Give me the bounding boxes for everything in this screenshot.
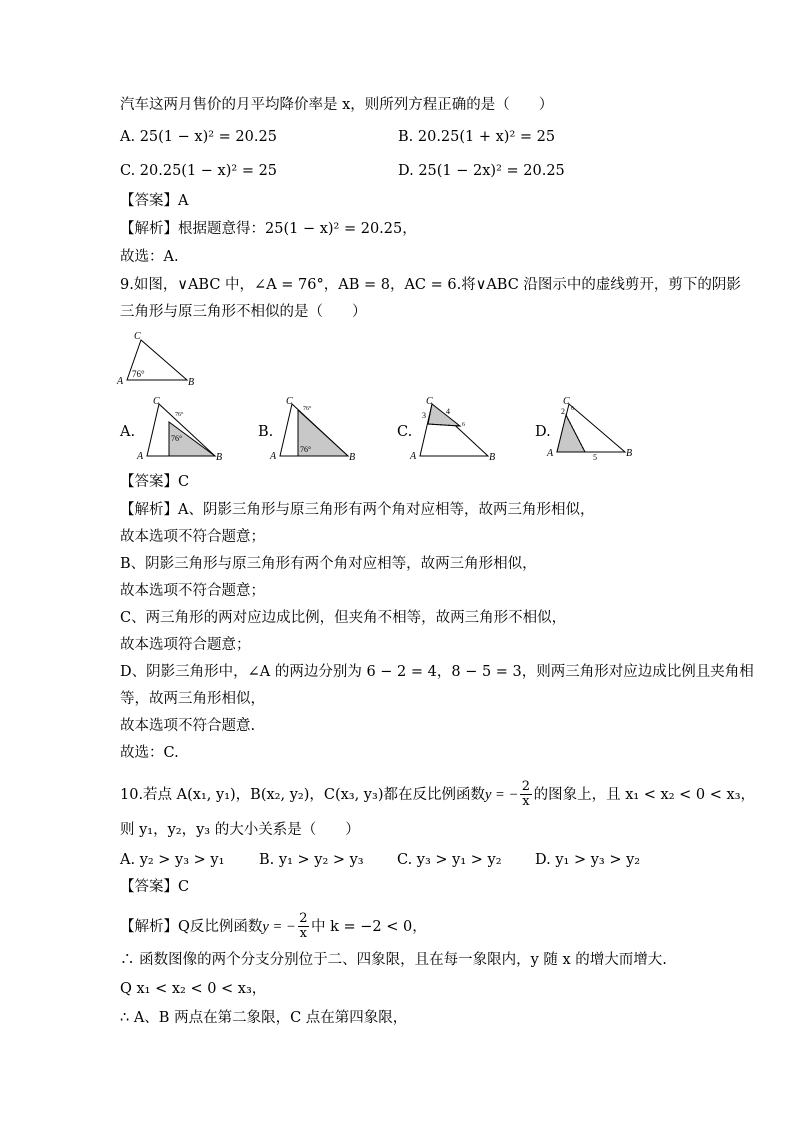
q8-option-c[interactable]: C. 20.25(1 − x)² = 25 <box>120 163 278 179</box>
q10-analysis-part1: 【解析】Q反比例函数 <box>120 918 263 935</box>
svg-text:6: 6 <box>462 422 465 428</box>
q9-answer: 【答案】C <box>120 474 190 490</box>
main-label-c: C <box>134 331 141 342</box>
q10-option-d[interactable]: D. y₁ > y₃ > y₂ <box>535 852 641 868</box>
svg-text:A: A <box>137 451 144 462</box>
svg-text:5: 5 <box>593 453 597 462</box>
q10-line-2: Q x₁ < x₂ < 0 < x₃， <box>120 981 267 997</box>
q10-stem-line2: 则 y₁，y₂，y₃ 的大小关系是（ ） <box>120 822 360 838</box>
option-c-shaded <box>428 404 460 426</box>
svg-text:B: B <box>349 452 356 462</box>
q9-option-b-label[interactable]: B. <box>258 424 274 440</box>
svg-text:76°: 76° <box>303 406 312 412</box>
q9-conclusion: 故选：C. <box>120 745 179 761</box>
q8-option-b[interactable]: B. 20.25(1 + x)² = 25 <box>398 129 556 145</box>
q10-fraction <box>520 780 531 809</box>
svg-text:C: C <box>153 396 160 407</box>
q9-main-figure <box>114 328 204 390</box>
q10-analysis-line1 <box>120 912 427 941</box>
svg-text:A: A <box>270 451 277 462</box>
q10-option-b[interactable]: B. y₁ > y₂ > y₃ <box>259 852 364 868</box>
q9-option-c-figure[interactable] <box>408 396 500 462</box>
main-label-b: B <box>188 377 195 388</box>
svg-text:B: B <box>489 452 496 462</box>
q9-stem-line2: 三角形与原三角形不相似的是（ ） <box>120 304 367 320</box>
q9-analysis-line-3: B、阴影三角形与原三角形有两个角对应相等，故两三角形相似， <box>120 556 537 572</box>
q10-answer: 【答案】C <box>120 879 190 895</box>
q8-answer: 【答案】A <box>120 193 189 209</box>
q8-stem: 汽车这两月售价的月平均降价率是 x，则所列方程正确的是（ ） <box>120 97 554 113</box>
q10-func-y: y = − <box>484 786 519 803</box>
q9-option-d-label[interactable]: D. <box>535 424 551 440</box>
svg-text:A: A <box>410 451 417 462</box>
main-label-a: A <box>117 376 124 387</box>
q8-analysis: 【解析】根据题意得：25(1 − x)² = 20.25， <box>120 221 417 237</box>
q10-stem-part2: 的图象上，且 x₁ < x₂ < 0 < x₃， <box>533 786 756 803</box>
q8-option-a[interactable]: A. 25(1 − x)² = 20.25 <box>120 129 277 145</box>
svg-text:B: B <box>216 452 223 462</box>
svg-text:2: 2 <box>561 407 565 416</box>
q9-analysis-line-4: 故本选项不符合题意； <box>120 583 265 599</box>
q9-option-a-figure[interactable] <box>135 396 227 462</box>
option-d-shaded <box>557 415 585 452</box>
svg-text:76°: 76° <box>300 445 312 454</box>
q10-analysis-frac-den: x <box>299 926 307 941</box>
svg-text:6: 6 <box>571 406 574 412</box>
q9-analysis-line-8: 等，故两三角形相似， <box>120 691 265 707</box>
q9-analysis-line-2: 故本选项不符合题意； <box>120 529 265 545</box>
svg-text:4: 4 <box>446 407 450 416</box>
q10-analysis-func: y = − <box>262 918 296 935</box>
q10-option-a[interactable]: A. y₂ > y₃ > y₁ <box>120 852 225 868</box>
q9-analysis-line-6: 故本选项符合题意； <box>120 637 251 653</box>
q10-analysis-fraction <box>298 912 309 941</box>
q9-analysis-line-9: 故本选项不符合题意. <box>120 718 256 734</box>
q9-stem-line1: 9.如图，∨ABC 中，∠A = 76°，AB = 8，AC = 6.将∨ABC 沿图示中的虚线剪开，剪下的阴影 <box>120 277 741 293</box>
q10-analysis-part2: 中 k = −2 < 0， <box>311 918 427 935</box>
svg-text:B: B <box>626 448 633 459</box>
q8-conclusion: 故选：A. <box>120 249 179 265</box>
q9-analysis-line-1: 【解析】A、阴影三角形与原三角形有两个角对应相等，故两三角形相似， <box>120 502 595 518</box>
q10-frac-den: x <box>522 794 530 809</box>
svg-text:C: C <box>563 396 570 407</box>
q10-line-3: ∴ A、B 两点在第二象限，C 点在第四象限， <box>120 1010 408 1026</box>
q9-analysis-line-7: D、阴影三角形中，∠A 的两边分别为 6 − 2 = 4，8 − 5 = 3，则两三角形对应边成比例且夹角相 <box>120 664 754 680</box>
svg-text:76°: 76° <box>175 412 184 418</box>
q9-option-c-label[interactable]: C. <box>397 424 413 440</box>
svg-text:A: A <box>547 448 554 459</box>
q9-option-b-figure[interactable] <box>268 396 360 462</box>
q9-option-a-label[interactable]: A. <box>120 424 136 440</box>
svg-text:76°: 76° <box>171 434 183 443</box>
q9-option-d-figure[interactable] <box>545 396 637 462</box>
q10-frac-num: 2 <box>521 779 531 794</box>
svg-text:3: 3 <box>422 411 426 420</box>
q10-stem-line1 <box>120 780 755 809</box>
q9-analysis-line-5: C、两三角形的两对应边成比例，但夹角不相等，故两三角形不相似， <box>120 610 567 626</box>
q10-option-c[interactable]: C. y₃ > y₁ > y₂ <box>397 852 502 868</box>
q10-stem-part1: 10.若点 A(x₁, y₁)，B(x₂, y₂)，C(x₃, y₃)都在反比例函数 <box>120 786 485 803</box>
q10-analysis-frac-num: 2 <box>299 911 308 926</box>
svg-text:C: C <box>426 396 433 407</box>
main-angle-label: 76° <box>132 369 145 379</box>
svg-text:C: C <box>286 396 293 407</box>
q8-option-d[interactable]: D. 25(1 − 2x)² = 20.25 <box>398 163 565 179</box>
q10-line-1: ∴ 函数图像的两个分支分别位于二、四象限，且在每一象限内，y 随 x 的增大而增大. <box>120 952 667 968</box>
